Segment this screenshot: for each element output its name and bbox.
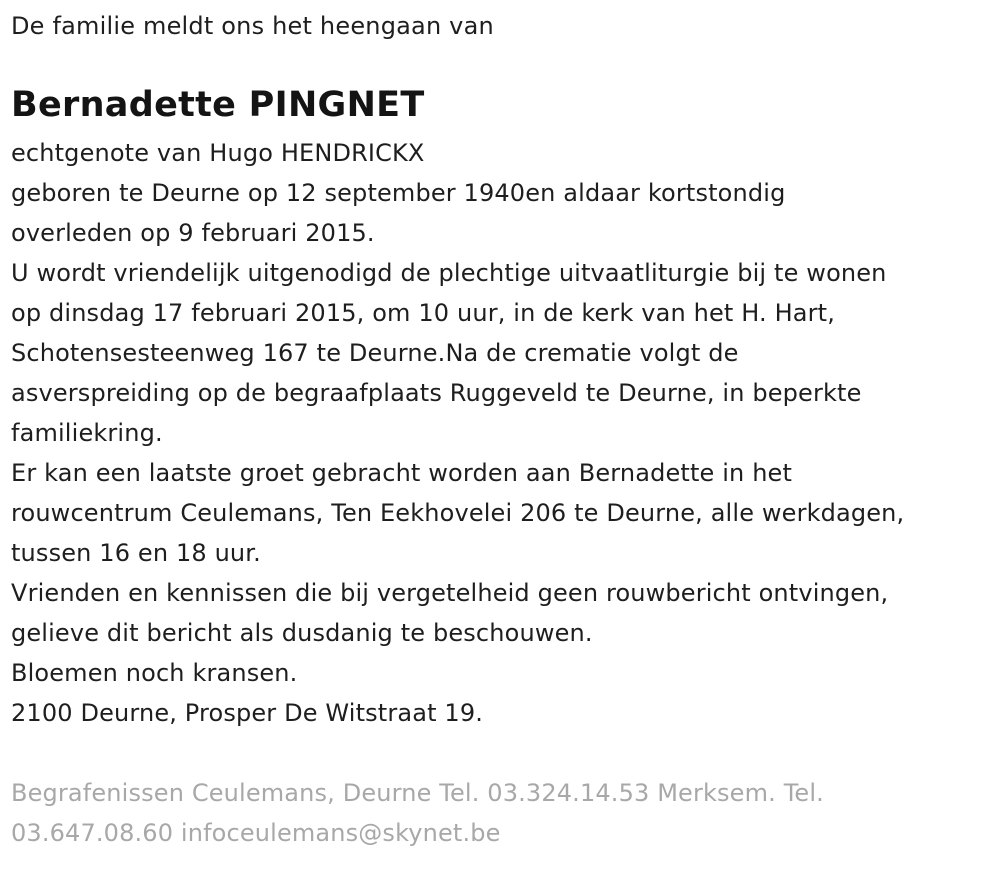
notice-body (11, 133, 996, 733)
body-line-death: overleden op 9 februari 2015. (11, 219, 375, 247)
deceased-name: Bernadette PINGNET (11, 85, 425, 125)
body-line-hours: tussen 16 en 18 uur. (11, 539, 261, 567)
body-line-friends: Vrienden en kennissen die bij vergetelheid geen rouwbericht ontvingen, (11, 579, 889, 607)
funeral-home-footer (11, 773, 996, 853)
footer-line-phones: Begrafenissen Ceulemans, Deurne Tel. 03.324.14.53 Merksem. Tel. (11, 779, 824, 807)
body-line-flowers: Bloemen noch kransen. (11, 659, 298, 687)
body-line-spouse: echtgenote van Hugo HENDRICKX (11, 139, 425, 167)
footer-line-contact: 03.647.08.60 infoceulemans@skynet.be (11, 819, 501, 847)
body-line-consider: gelieve dit bericht als dusdanig te beschouwen. (11, 619, 593, 647)
body-line-invitation: U wordt vriendelijk uitgenodigd de plechtige uitvaatliturgie bij te wonen (11, 259, 887, 287)
body-line-service-date: op dinsdag 17 februari 2015, om 10 uur, in de kerk van het H. Hart, (11, 299, 835, 327)
body-line-funeral-center: rouwcentrum Ceulemans, Ten Eekhovelei 206 te Deurne, alle werkdagen, (11, 499, 905, 527)
body-line-family-circle: familiekring. (11, 419, 163, 447)
body-line-address: 2100 Deurne, Prosper De Witstraat 19. (11, 699, 484, 727)
notice-intro: De familie meldt ons het heengaan van (11, 12, 494, 40)
body-line-birth: geboren te Deurne op 12 september 1940en aldaar kortstondig (11, 179, 786, 207)
body-line-church-address: Schotensesteenweg 167 te Deurne.Na de crematie volgt de (11, 339, 739, 367)
body-line-scattering: asverspreiding op de begraafplaats Ruggeveld te Deurne, in beperkte (11, 379, 862, 407)
body-line-last-greeting: Er kan een laatste groet gebracht worden aan Bernadette in het (11, 459, 793, 487)
